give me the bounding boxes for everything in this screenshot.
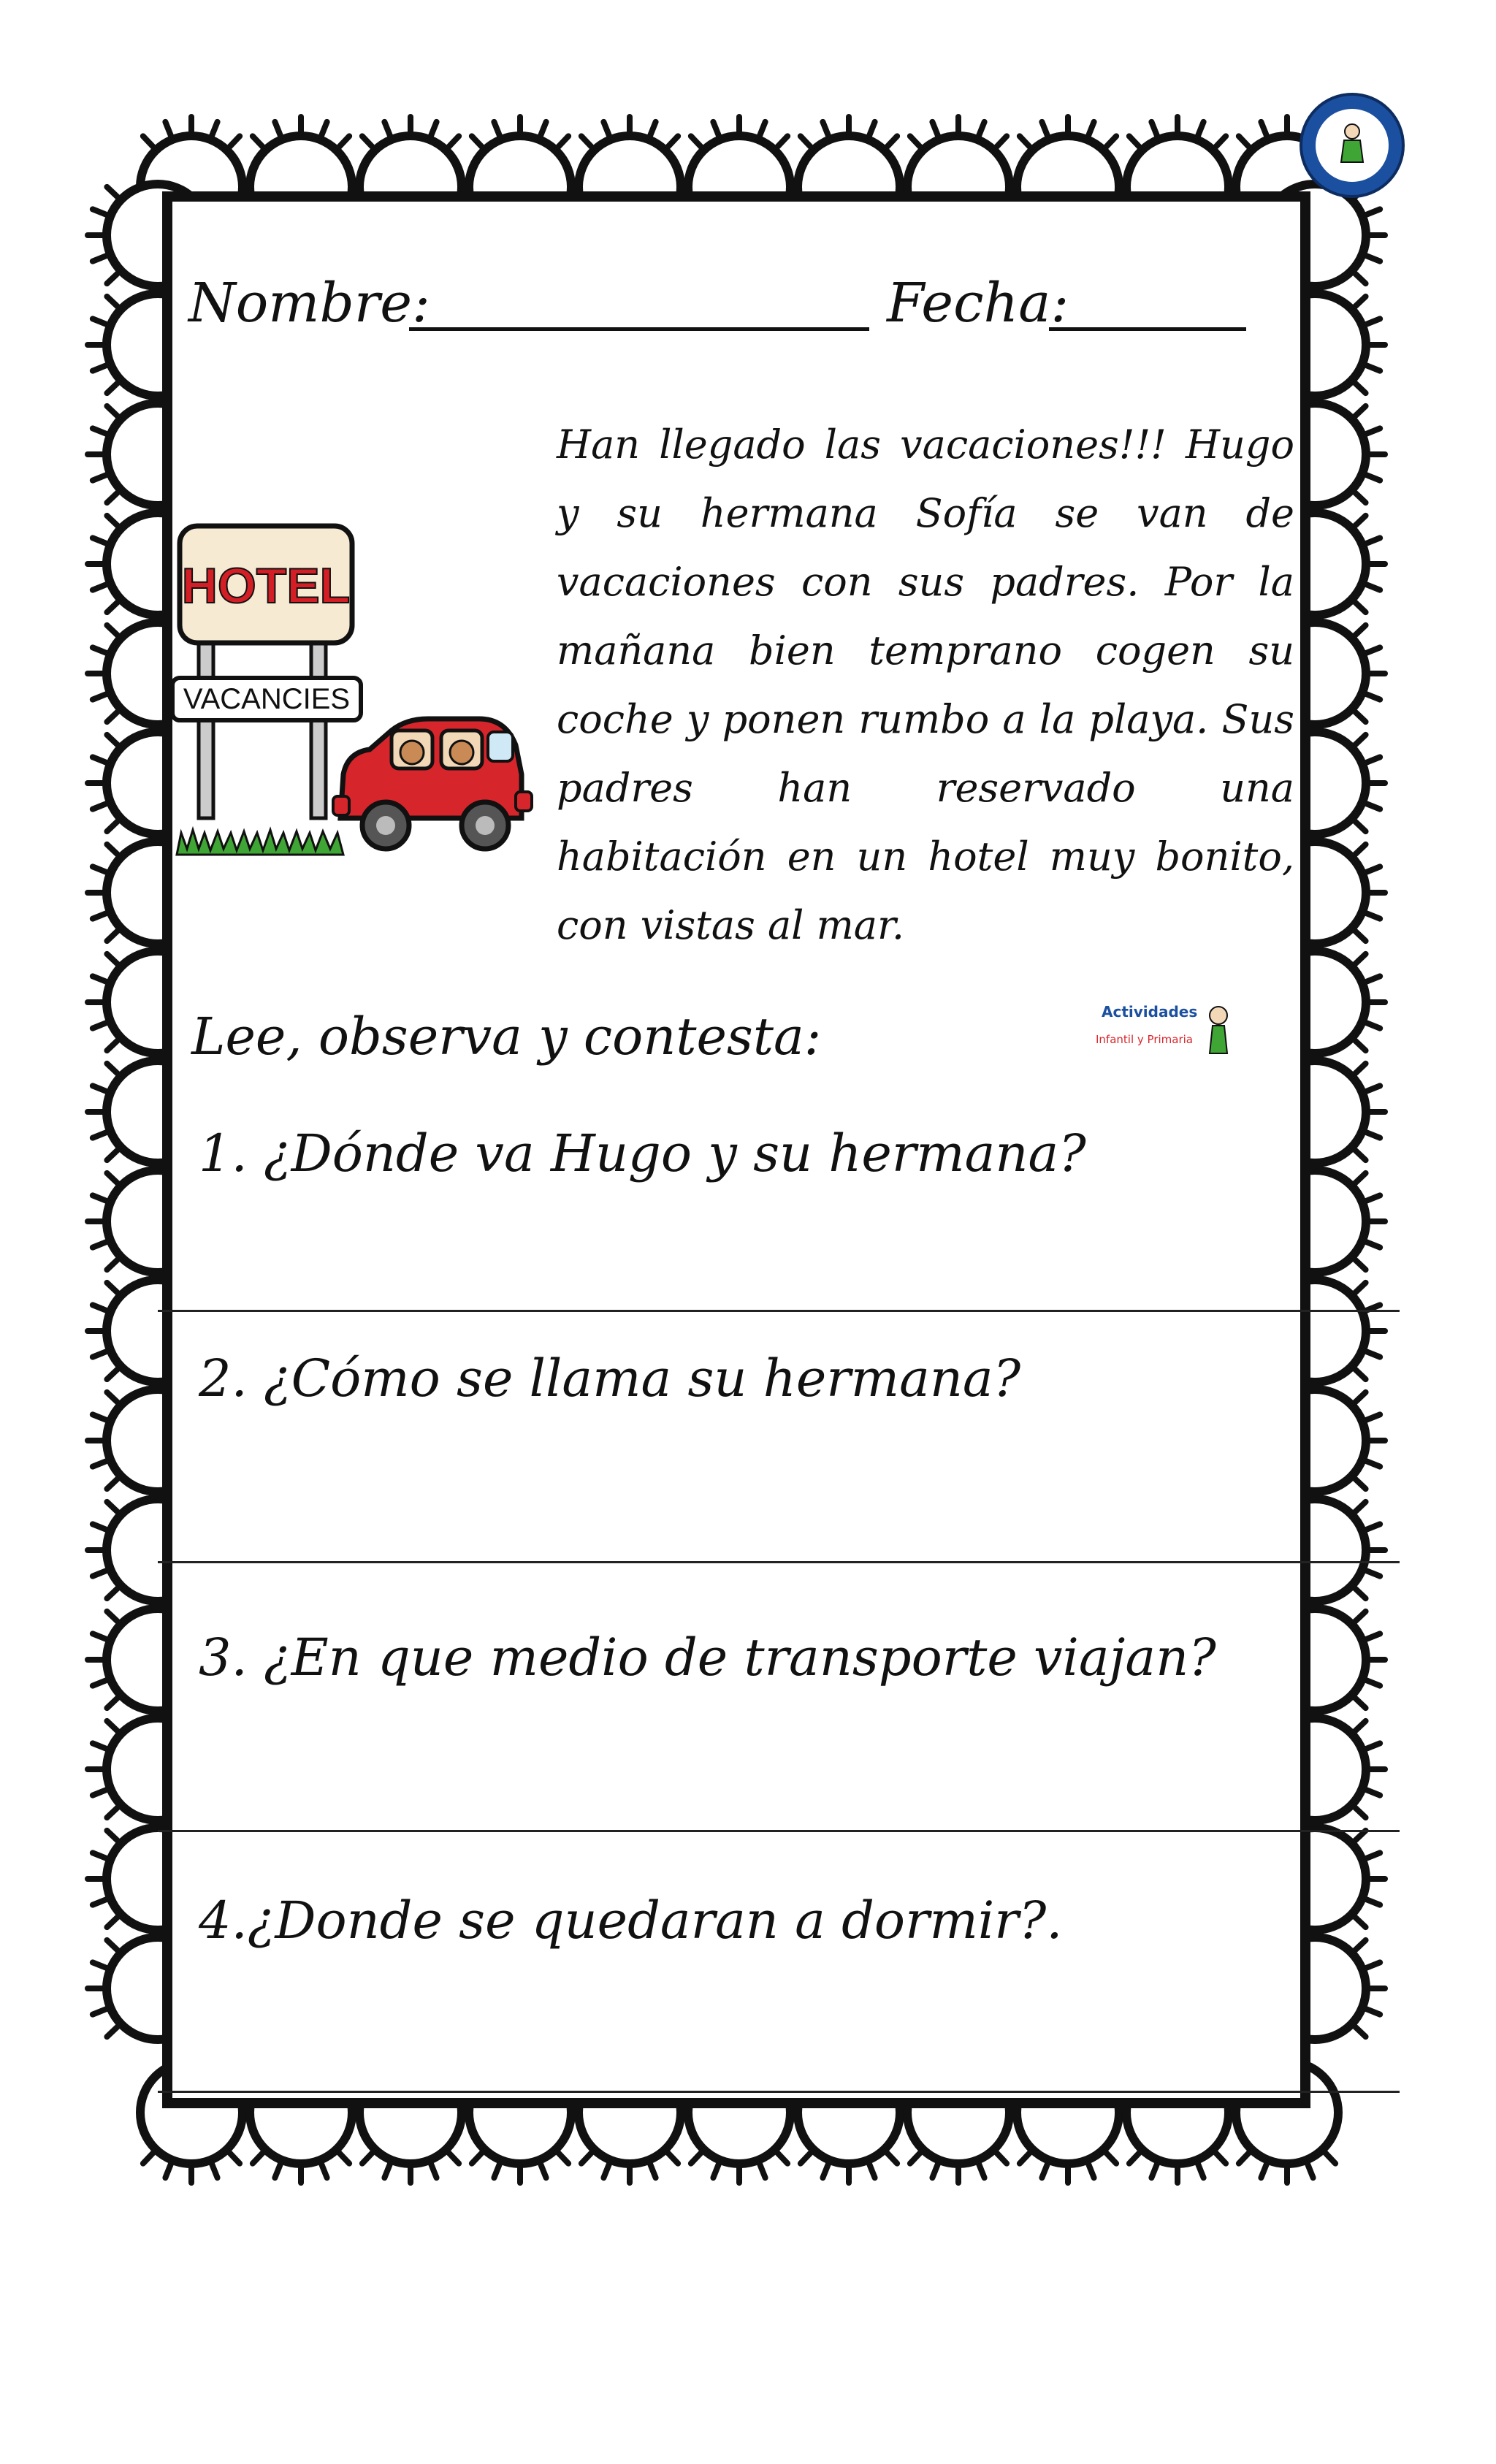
instructions-heading: Lee, observa y contesta: [191,1007,822,1067]
question-2: 2. ¿Cómo se llama su hermana? [199,1349,1021,1408]
hotel-car-illustration [172,511,538,862]
answer-line-2[interactable] [158,1561,1400,1563]
publisher-badge-icon [1297,91,1407,200]
answer-line-1[interactable] [158,1310,1400,1312]
name-label: Nombre: [188,272,430,335]
answer-line-3[interactable] [158,1830,1400,1832]
name-field[interactable] [409,327,869,331]
question-4: 4.¿Donde se quedaran a dormir?. [199,1891,1063,1950]
answer-line-4[interactable] [158,2091,1400,2093]
date-field[interactable] [1049,327,1246,331]
question-3: 3. ¿En que medio de transporte viajan? [199,1628,1216,1687]
activities-logo [1088,995,1234,1061]
svg-text:Actividades: Actividades [1102,1003,1198,1021]
vacancies-sign-text: VACANCIES [183,683,351,715]
date-label: Fecha: [887,272,1069,335]
question-1: 1. ¿Dónde va Hugo y su hermana? [199,1124,1086,1183]
hotel-sign-text: HOTEL [181,558,351,614]
svg-text:Infantil y Primaria: Infantil y Primaria [1096,1033,1193,1046]
story-paragraph: Han llegado las vacaciones!!! Hugo y su hermana Sofía se van de vacaciones con sus padres. Por la mañana bien temprano cogen su coche y ponen rumbo a la playa. Sus padres han reservado una habitación en un hotel muy bonito, con vistas al mar. [557,422,1294,948]
